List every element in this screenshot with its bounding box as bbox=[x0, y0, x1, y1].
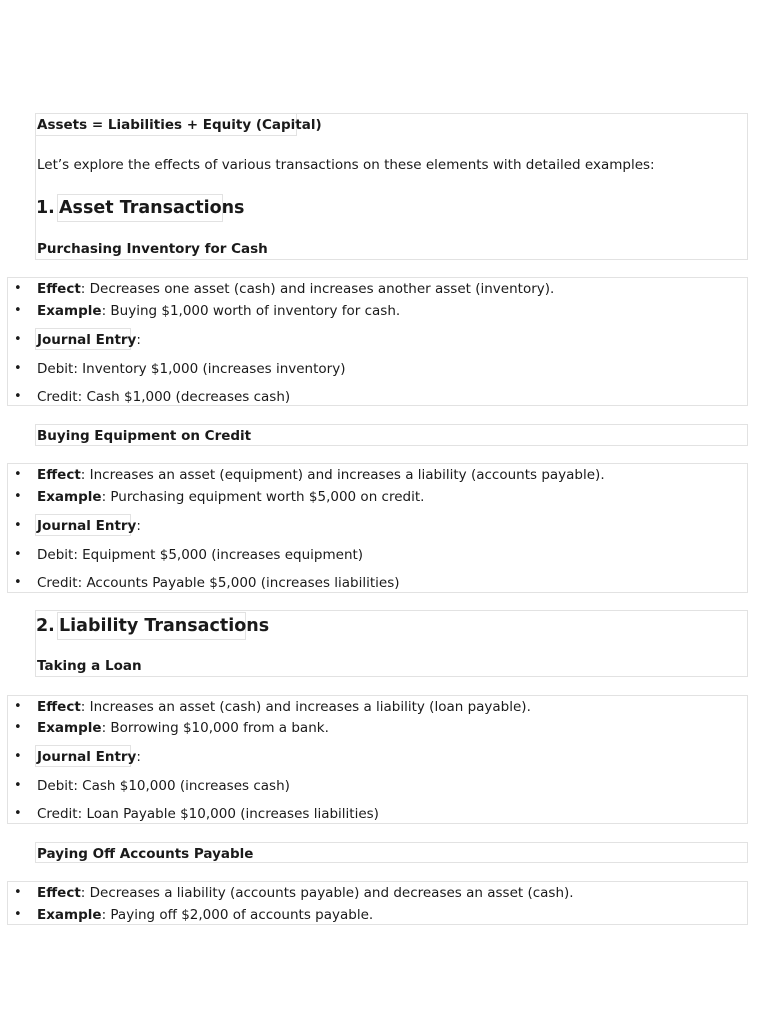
list-item-journal-entry bbox=[37, 748, 141, 766]
subheading-buying-equipment: Buying Equipment on Credit bbox=[37, 428, 252, 444]
example-label: Example bbox=[37, 489, 102, 505]
journal-colon: : bbox=[136, 749, 141, 765]
list-item-effect bbox=[37, 698, 531, 716]
subheading-paying-off-accounts-payable: Paying Off Accounts Payable bbox=[37, 846, 254, 862]
list-item-effect bbox=[37, 280, 554, 298]
bullet bbox=[14, 748, 22, 767]
bullet bbox=[14, 302, 22, 321]
bullet bbox=[14, 777, 22, 796]
section-heading-asset-transactions bbox=[36, 196, 55, 220]
bullet bbox=[14, 388, 22, 407]
bullet bbox=[14, 719, 22, 738]
list-item-journal-entry bbox=[37, 331, 141, 349]
effect-label: Effect bbox=[37, 467, 81, 483]
example-text: : Paying off $2,000 of accounts payable. bbox=[101, 907, 374, 923]
list-item-effect bbox=[37, 466, 605, 484]
subheading-purchasing-inventory: Purchasing Inventory for Cash bbox=[37, 241, 268, 257]
list-item-journal-entry bbox=[37, 517, 141, 535]
journal-label: Journal Entry bbox=[37, 749, 137, 765]
bullet bbox=[14, 280, 22, 299]
list-item-example bbox=[37, 719, 329, 737]
section-number: 2. bbox=[36, 616, 55, 636]
journal-colon: : bbox=[136, 332, 141, 348]
list-item-example bbox=[37, 302, 400, 320]
bullet bbox=[14, 884, 22, 903]
example-text: : Buying $1,000 worth of inventory for cash. bbox=[101, 303, 401, 319]
bullet bbox=[14, 360, 22, 379]
bullet bbox=[14, 906, 22, 925]
list-item-credit: Credit: Loan Payable $10,000 (increases liabilities) bbox=[37, 806, 379, 822]
accounting-equation: Assets = Liabilities + Equity (Capital) bbox=[37, 117, 322, 133]
list-item-example bbox=[37, 488, 424, 506]
bullet bbox=[14, 466, 22, 485]
example-text: : Purchasing equipment worth $5,000 on credit. bbox=[101, 489, 425, 505]
bullet bbox=[14, 698, 22, 717]
example-label: Example bbox=[37, 303, 102, 319]
effect-text: : Decreases a liability (accounts payable) and decreases an asset (cash). bbox=[80, 885, 574, 901]
section-title: Liability Transactions bbox=[59, 616, 270, 636]
list-item-debit: Debit: Cash $10,000 (increases cash) bbox=[37, 778, 290, 794]
list-item-credit: Credit: Accounts Payable $5,000 (increases liabilities) bbox=[37, 575, 400, 591]
bullet bbox=[14, 331, 22, 350]
effect-label: Effect bbox=[37, 699, 81, 715]
section-number: 1. bbox=[36, 198, 55, 218]
bullet bbox=[14, 488, 22, 507]
bullet bbox=[14, 574, 22, 593]
intro-lead-text: Let’s explore the effects of various transactions on these elements with detailed examples: bbox=[37, 157, 655, 173]
example-label: Example bbox=[37, 907, 102, 923]
effect-label: Effect bbox=[37, 281, 81, 297]
subheading-taking-loan: Taking a Loan bbox=[37, 658, 142, 674]
bullet bbox=[14, 546, 22, 565]
bullet bbox=[14, 517, 22, 536]
section-heading-liability-transactions bbox=[36, 614, 55, 638]
effect-text: : Increases an asset (equipment) and increases a liability (accounts payable). bbox=[80, 467, 605, 483]
list-item-debit: Debit: Equipment $5,000 (increases equipment) bbox=[37, 547, 364, 563]
bullet bbox=[14, 805, 22, 824]
section-title: Asset Transactions bbox=[59, 198, 245, 218]
effect-label: Effect bbox=[37, 885, 81, 901]
list-item-example bbox=[37, 906, 373, 924]
list-item-credit: Credit: Cash $1,000 (decreases cash) bbox=[37, 389, 291, 405]
example-text: : Borrowing $10,000 from a bank. bbox=[101, 720, 329, 736]
list-item-debit: Debit: Inventory $1,000 (increases inventory) bbox=[37, 361, 346, 377]
journal-label: Journal Entry bbox=[37, 518, 137, 534]
effect-text: : Increases an asset (cash) and increases a liability (loan payable). bbox=[80, 699, 531, 715]
example-label: Example bbox=[37, 720, 102, 736]
journal-colon: : bbox=[136, 518, 141, 534]
journal-label: Journal Entry bbox=[37, 332, 137, 348]
effect-text: : Decreases one asset (cash) and increases another asset (inventory). bbox=[80, 281, 555, 297]
list-item-effect bbox=[37, 884, 574, 902]
